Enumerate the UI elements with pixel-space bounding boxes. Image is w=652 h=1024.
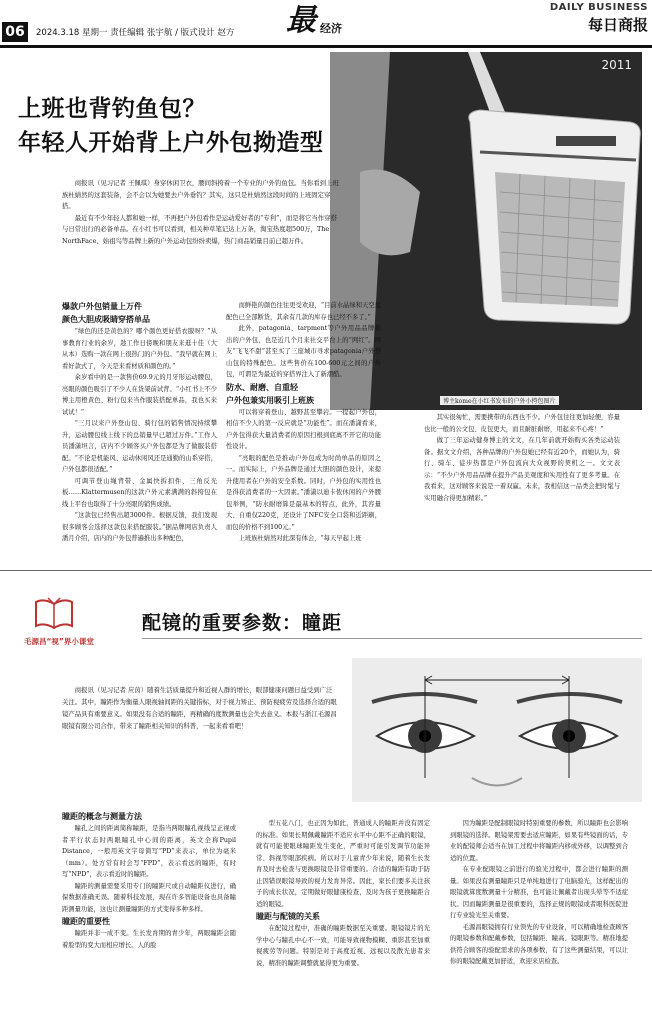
story2-title: 配镜的重要参数：瞳距	[142, 612, 343, 634]
story1-col1-paragraph: 可调节登山绳背带、金属快拆扣件、三角反光板……Klattermusen的这款户外元素满满的斜挎包在线上平台也取得了十分亮眼的销售成绩。	[62, 477, 217, 508]
story1-col2-paragraph: 上班族杜婧然对此深有体会，“每天早起上班	[238, 535, 362, 542]
story2-col1-paragraph: 瞳孔之间的距离简称瞳距，是指当两眼瞳孔视线呈正视或者平行状态时两眼瞳孔中心间的距离，英文全称Pupil Distance，一般用英文字母简写“PD”来表示，单位为毫米（mm）。处方常有时会写“FPD”，表示看远的瞳距，有时写“NPD”，表示看近时的瞳距。	[62, 825, 236, 878]
story1-lead-paragraph: 商报讯（见习记者 王佩琪）身穿休闲卫衣，腰间斜挎着一个专业的户外钓鱼包。当你看到上班族杜婧然的这套装备，会不会以为她要去户外垂钓？其实，这只是杜婧然这段时间的上班固定穿搭。	[62, 179, 339, 211]
story2-column-1	[62, 810, 236, 1022]
title-rule	[142, 638, 642, 639]
story1-column-3	[424, 412, 620, 566]
story1-lead	[62, 178, 340, 248]
page-number: 06	[2, 22, 28, 42]
photo-year-mark: 2011	[601, 58, 632, 72]
header-rule	[0, 45, 652, 48]
story2-col2-paragraph: 在配镜过程中，准确的瞳距数据至关重要。眼镜镜片的光学中心与瞳孔中心不一致，可能导致视物模糊、重影甚至加重视疲劳等问题。特别是对于高度近视、远视以及散光患者来说，精准的瞳距调整就显得更为重要。	[256, 925, 430, 967]
open-book-icon	[34, 596, 74, 630]
story2-col2-heading: 瞳距与配镜的关系	[256, 912, 320, 921]
story1-column-1	[62, 300, 217, 566]
story1-col2-paragraph: 而鲜艳的颜色往往更受欢迎，“目前水晶绿和天空蓝配色已全部断货，其余有几款的库存也已经不多了。”	[226, 302, 381, 321]
eyes-pupillary-distance-icon	[352, 658, 642, 802]
story1-col1-paragraph: 余岁看中的是一款售价69.9元的月牙形运动腰包，亮眼的颜色吸引了不少人在货架前试背。“小红书上不少博主用橙黄色、粉行包来当作服装搭配单品，我也买来试试！”	[62, 374, 217, 416]
story2-column-2	[256, 818, 430, 1022]
story1-col1-paragraph: “绿色的还是黄色的？哪个颜色更好搭衣服呀？”从事教育行业的余岁，趁工作日傍晚和朋友来逛十佳（大从本）选购一款在网上很热门的户外包。“我早就在网上看好款式了，今天是来看材质和颜色的。”	[62, 328, 217, 370]
story2-col1-paragraph: 瞳距的测量需要采用专门的瞳距尺或自动瞳距仪进行，确保数据准确无误。随着科技发展，现在许多智能设备也具备瞳距测量功能，这也让测量瞳距的方式变得多种多样。	[62, 882, 236, 913]
section-logo-big: 最	[286, 3, 316, 38]
story2-column-3	[450, 818, 628, 1022]
story1-col3-paragraph: 做了三年运动健身博主的文文，在几年前就开始购买各类运动装备。据文文介绍，各种品牌的户外包她已经有近20个，而她认为，骑行、骑车、徒步热都是户外包流向大众视野的契机之一。文文表示：“不少户外用品品牌在提升产品美观度和实用性有了更多考量。在我看来，这对顾客来说是一着双赢。未来，我相信这一品类会把时髦与实用融合得更加精彩。”	[424, 437, 620, 502]
story1-col1-heading: 爆款户外包销量上万件	[62, 302, 142, 311]
story1-col2-subheading: 户外包兼实用吸引上班族	[226, 395, 314, 405]
story1-headline-line1: 上班也背钓鱼包？	[18, 96, 206, 122]
daily-business-label: DAILY BUSINESS	[549, 2, 648, 13]
story1-col2-heading: 防水、耐磨、自重轻	[226, 382, 298, 392]
story2-col3-paragraph: 在专业配眼镜之前进行的验光过程中，都会进行瞳距的测量。如果没有测量瞳距只是单纯地进行了电脑验光，这样配出的眼镜就算度数测量十分精准，也可能让佩戴者出现头晕等不适症状。因而瞳距测量是很重要的，选择正规的眼镜或者眼科医院进行专业验光至关重要。	[450, 866, 628, 919]
dateline: 2024.3.18 星期一 责任编辑 张宇航 / 版式设计 赵方	[36, 28, 235, 38]
photo-caption: 博主kome在小红书发布的户外小挎包图片	[440, 396, 559, 405]
story1-col3-paragraph: 其实很匆忙，需要携带的东西也不少。户外包往往更加轻便，容量也比一般的公文包、皮包更大，而且耐脏耐磨，用起来不心疼！”	[424, 414, 620, 433]
story1-col2-paragraph: “亮眼的配色是推动户外包成为时尚单品的原因之一。而实际上，户外品牌是通过大胆的颜色设计，来提升使用者在户外的安全系数。同时，户外包的实用性也是得获消费者的一大因素。”潘潇以迪卡侬休闲的户外腰包举例，“防水耐磨算是最基本的特点，此外，其容量大、自重仅220克，还设计了NFC安全口袋和近距刷，而包的价格不到100元。”	[226, 454, 381, 531]
story1-col1-paragraph: “这款包已经售出超3000件。根据反馈，我们发现很多顾客会选择这款包来搭配服装。”据品牌网店负责人潘月介绍，店内的户外包普遍推出多种配色，	[62, 512, 217, 542]
story2-col1-paragraph: 瞳距并非一成不变。生长发育期的青少年，两眼瞳距会随着脸型的变大而相应增长。人的脸	[62, 930, 236, 949]
story2-col3-paragraph: 毛源昌眼镜拥有行业领先的专业设备，可以精确地检查顾客的眼镜参数和配戴参数，包括瞳距、瞳高、镜眼距等。精准地提供符合顾客的验配需求的各项参数，有了这些测量结果，可以让你的眼镜配戴更加舒适，欢迎来店检查。	[450, 923, 628, 965]
story1-col1-paragraph: “三月以来户外登山包、骑行包的销售情况持续攀升，运动腰包线上线下的总销量早已超过万件。”工作人员潘潇坦言，店内不少顾客买户外包都是为了做服装搭配。“不论是机能风、运动休闲风还是通勤的山系穿搭，户外包都很适配。”	[62, 420, 217, 473]
section-divider	[0, 570, 652, 571]
section-logo-small: 经济	[320, 22, 342, 35]
story2-col2-paragraph: 型五花八门，也正因为如此，普通成人的瞳距并没有固定的标准。如果长期佩戴瞳距不适应水平中心距不正确的眼镜，就有可能使眼球瞳距发生变化，严重时可能引发调节功能异常、斜视等眼部疾病。所以对于儿童青少年来说，随着生长发育及时去检查与更换眼镜是非常重要的。合适的瞳距有助于防止因错误眼镜导致的视力发育异常。因此，家长们要多关注孩子的成长状况，定期做好眼健康检查，及时为孩子更换瞳距合适的眼镜。	[256, 820, 430, 908]
story2-col1-heading: 瞳距的重要性	[62, 917, 110, 926]
story1-col2-paragraph: 此外，patagonia、tarpment等户外用品品牌推出的户外包，也是近几个月来社交平台上的“网红”。网友“飞飞不甜”甚至买了三座城市寻求patagonia户外登山包的特殊配色。这些售价在100-600元之间的户外包，可谓是为最近的穿搭界注入了新潮酷。	[226, 325, 381, 378]
eyes-photo	[352, 658, 642, 802]
story1-headline-line2: 年轻人开始背上户外包拗造型	[18, 130, 324, 156]
story1-col1-subheading: 颜色大胆成吸睛穿搭单品	[62, 315, 150, 324]
story1-lead-paragraph: 最近有不少年轻人都和她一样，不再把户外包看作是运动爱好者的“专利”，而是将它当作穿搭与日常出行的必备单品。在小红书可以看到，相关种草笔记达上万条，淘宝热度超500万，The NorthFace、始祖鸟等品牌上新的户外运动包纷纷卖爆，热门商品销量目前已超万件。	[62, 213, 337, 245]
story1-column-2	[226, 300, 381, 566]
story2-intro: 商报讯（见习记者 应茵）随着生活质量提升和近视人群的增长，眼部健康问题日益受到广泛关注。其中，瞳距作为衡量人眼视轴间距的关键指标，对于视力矫正、预防视疲劳及选择合适的眼镜产品具有重要意义。如果没有合适的瞳距，再精确的度数测量也会失去意义。本报与浙江毛源昌眼镜有限公司合作，带来了瞳距相关知识的科普，一起来看看吧！	[62, 686, 337, 730]
story2-col3-paragraph: 因为瞳距是配制眼镜时特别重要的参数，所以瞳距也会影响到眼镜的选择。眼镜架需要去适应瞳距，如果有些镜面的话，专业的配镜师会适当在加工过程中将瞳距内移或外移，以调整到合适的位置。	[450, 820, 628, 862]
story1-col2-paragraph: 可以将穿着登山、越野甚至攀岩。一提起户外包，相信不少人的第一反应就是“功能性”。而在潘潇看来，户外包得获大量消费者的原因扫根到底离不开它的功能性设计。	[226, 408, 381, 450]
paper-name: 每日商报	[587, 16, 648, 34]
brand-label: 毛源昌“视”界小课堂	[24, 637, 94, 646]
story2-col1-heading: 瞳距的概念与测量方法	[62, 812, 142, 821]
